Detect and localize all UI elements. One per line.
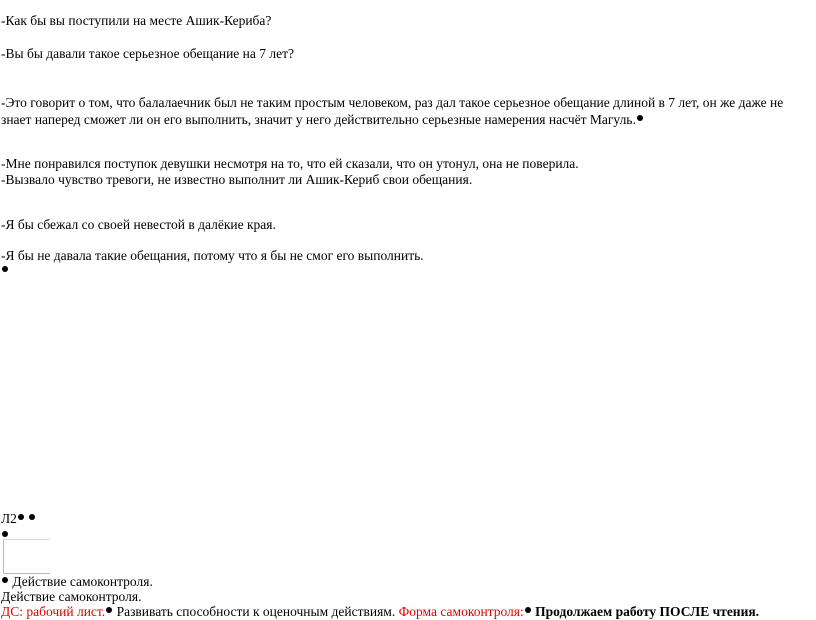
bullet-icon — [2, 531, 8, 537]
self-control-text-1: Действие самоконтроля. — [12, 574, 153, 589]
answer-2: -Мне понравился поступок девушки несмотря на то, что ей сказали, что он утонул, она не поверила. — [1, 156, 579, 171]
question-2: -Вы бы давали такое серьезное обещание на 7 лет? — [1, 46, 294, 61]
answer-3: -Вызвало чувство тревоги, не известно выполнит ли Ашик-Кериб свои обещания. — [1, 172, 473, 187]
slide-code: Л2 — [1, 511, 17, 526]
ds-row — [1, 603, 759, 620]
develop-text: Развивать способности к оценочным действиям. — [116, 604, 396, 619]
bullet-icon — [637, 115, 643, 121]
form-label: Форма самоконтроля: — [398, 604, 524, 619]
bullet-icon — [106, 607, 112, 613]
question-1: -Как бы вы поступили на месте Ашик-Кериба? — [1, 13, 272, 28]
bullet-icon — [2, 577, 8, 583]
ds-label: ДС: рабочий лист. — [1, 604, 106, 619]
continue-text: Продолжаем работу ПОСЛЕ чтения. — [535, 604, 760, 619]
bullet-icon — [29, 514, 35, 520]
bullet-icon — [2, 266, 8, 272]
answer-1 — [1, 94, 816, 128]
bullet-row-1 — [1, 262, 9, 279]
answer-5: -Я бы не давала такие обещания, потому что я бы не смог его выполнить. — [1, 248, 424, 263]
answer-1-text: -Это говорит о том, что балалаечник был не таким простым человеком, раз дал такое серьезное обещание длиной в 7 лет, он же даже не знает наперед сможет ли он его выполнить, значит у него действительно серьезные намерения насчёт Магуль. — [1, 95, 784, 127]
answer-4: -Я бы сбежал со своей невестой в далёкие края. — [1, 217, 276, 232]
slide-code-row — [1, 510, 36, 527]
bullet-icon — [525, 607, 531, 613]
bullet-icon — [18, 514, 24, 520]
blank-frame — [3, 539, 50, 574]
self-control-row-2: Действие самоконтроля. — [1, 589, 142, 604]
